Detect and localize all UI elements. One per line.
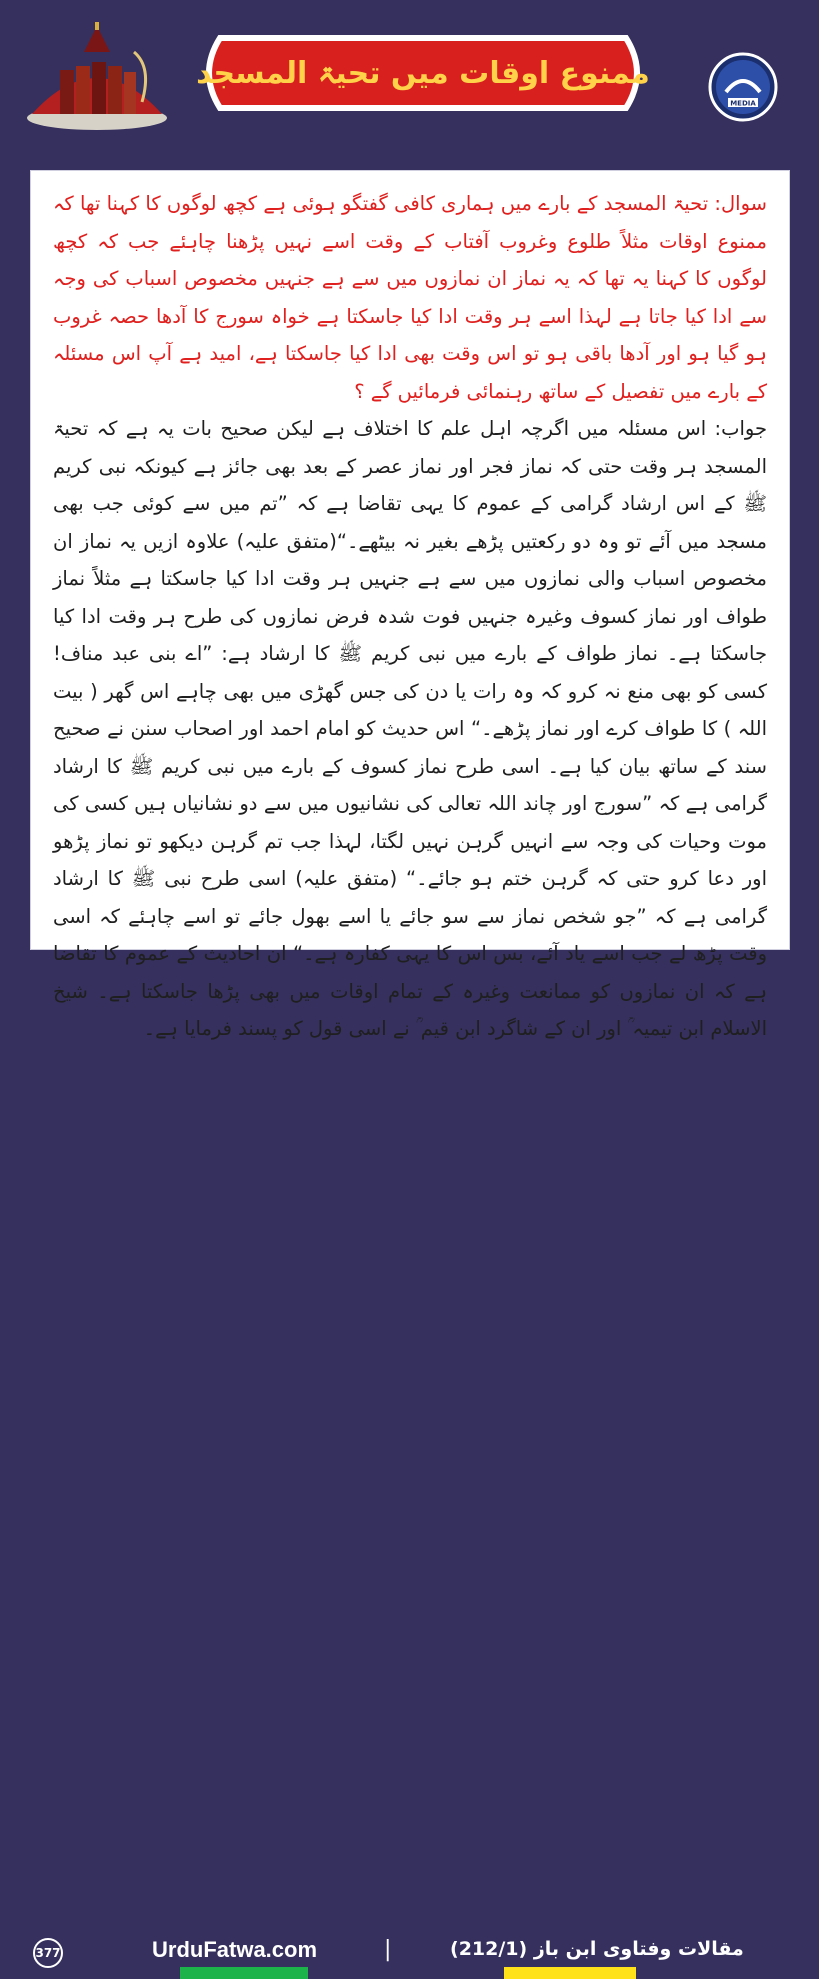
- answer-text: جواب: اس مسئلہ میں اگرچہ اہل علم کا اختلاف ہے لیکن صحیح بات یہ ہے کہ تحیۃ المسجد ہر وقت حتی کہ نماز فجر اور نماز عصر کے بعد بھی جائز ہے کیونکہ نبی کریم ﷺ کے اس ارشاد گرامی کے عموم کا یہی تقاضا ہے کہ ”تم میں سے کوئی جب بھی مسجد میں آئے تو وہ دو رکعتیں پڑھے بغیر نہ بیٹھے۔“(متفق علیہ) علاوہ ازیں یہ نماز ان مخصوص اسباب والی نمازوں میں سے ہے جنہیں ہر وقت ادا کیا جاسکتا ہے مثلاً نماز طواف اور نماز کسوف وغیرہ جنہیں فوت شدہ فرض نمازوں کی طرح ہر وقت ادا کیا جاسکتا ہے۔ نماز طواف کے بارے میں نبی کریم ﷺ کا ارشاد ہے: ”اے بنی عبد مناف! کسی کو بھی منع نہ کرو کہ وہ رات یا دن کی جس گھڑی میں بھی چاہے اس گھر ( بیت اللہ ) کا طواف کرے اور نماز پڑھے۔“ اس حدیث کو امام احمد اور اصحاب سنن نے صحیح سند کے ساتھ بیان کیا ہے۔ اسی طرح نماز کسوف کے بارے میں نبی کریم ﷺ کا ارشاد گرامی ہے کہ ”سورج اور چاند اللہ تعالی کی نشانیوں میں سے دو نشانیاں ہیں کسی کی موت وحیات کی وجہ سے انہیں گرہن نہیں لگتا، لہذا جب تم گرہن دیکھو تو نماز پڑھو اور دعا کرو حتی کہ گرہن ختم ہو جائے۔“ (متفق علیہ) اسی طرح نبی ﷺ کا ارشاد گرامی ہے کہ ”جو شخص نماز سے سو جائے یا اسے بھول جائے تو اسے چاہئے کہ اسی وقت پڑھ لے جب اسے یاد آئے، بس اس کا یہی کفارہ ہے۔“ ان احادیث کے عموم کا تقاضا ہے کہ ان نمازوں کو ممانعت وغیرہ کے تمام اوقات میں بھی پڑھا جاسکتا ہے۔ شیخ الاسلام ابن تیمیہ ؒ اور ان کے شاگرد ابن قیم ؒ نے اسی قول کو پسند فرمایا ہے۔: [53, 417, 767, 1040]
- media-logo-text: MEDIA: [730, 99, 756, 108]
- footer-separator: |: [384, 1937, 392, 1962]
- site-link[interactable]: UrduFatwa.com: [152, 1937, 318, 1962]
- fatwa-content: [30, 170, 790, 1040]
- footer-green-bar: [180, 1967, 308, 1979]
- question-text: سوال: تحیۃ المسجد کے بارے میں ہماری کافی گفتگو ہوئی ہے کچھ لوگوں کا کہنا تھا کہ ممنوع اوقات مثلاً طلوع وغروب آفتاب کے وقت اسے نہیں پڑھنا چاہئے جب کہ کچھ لوگوں کا کہنا یہ تھا کہ یہ نماز ان نمازوں میں سے ہے جنہیں مخصوص اسباب کی وجہ سے ادا کیا جاتا ہے لہذا اسے ہر وقت ادا کیا جاسکتا ہے خواہ سورج کا آدھا حصہ غروب ہو گیا ہو اور آدھا باقی ہو تو اس وقت بھی ادا کیا جاسکتا ہے، امید ہے آپ اس مسئلہ کے بارے میں تفصیل کے ساتھ رہنمائی فرمائیں گے ؟: [53, 192, 767, 403]
- page-header: [0, 0, 819, 145]
- source-reference: مقالات وفتاوی ابن باز (212/1): [450, 1938, 744, 1960]
- page-footer: [0, 955, 819, 1962]
- footer-yellow-bar: [504, 1967, 636, 1979]
- page-title: ممنوع اوقات میں تحیۃ المسجد: [196, 55, 650, 91]
- page-number: 377: [33, 1938, 63, 1968]
- library-books-logo-icon: [22, 22, 172, 132]
- media-logo-icon: [708, 52, 778, 122]
